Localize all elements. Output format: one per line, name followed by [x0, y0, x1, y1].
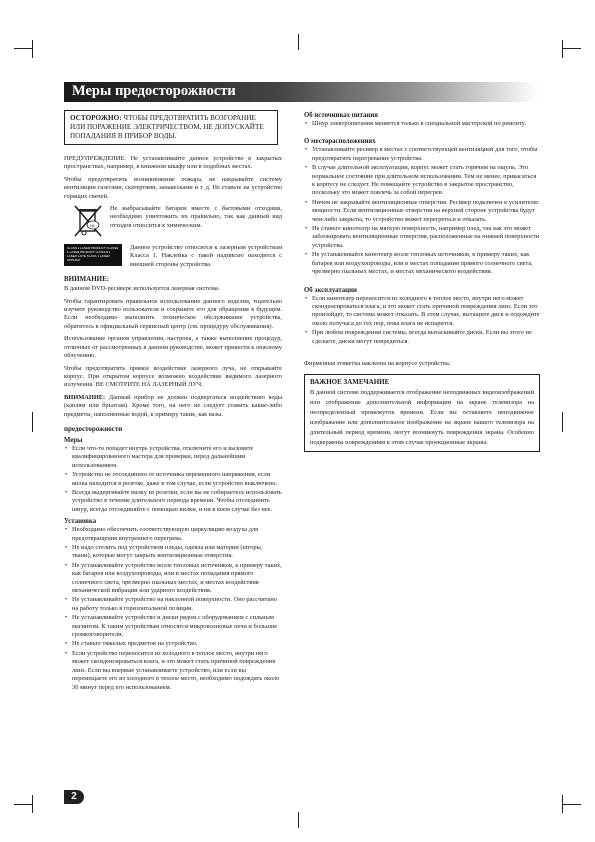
- location-list: [304, 146, 540, 276]
- crop-mark: [563, 804, 581, 805]
- list-item: • Ничем не закрывайте вентиляционные отверстия. Ресивер подключен к усилителю мощности. Если вентиляционные отверстия на верхней стороне устройства будут чем-либо закрыты, то устройство может перегреться и отказать.: [312, 199, 540, 224]
- list-item: • Устанавливайте ресивер в местах с соответствующей вентиляцией для того, чтобы предотвратить перегревание устройства.: [312, 146, 540, 163]
- crop-mark: [298, 34, 299, 50]
- operation-list: [304, 295, 540, 346]
- attention-text: Данный прибор не должен подвергаться воздействию воды (каплям или брызгам). Кроме того, на него не следует ставить какие-либо предметы, наполненные водой, к примеру такие, как вазы.: [64, 393, 282, 418]
- measures-heading: предосторожности: [64, 424, 123, 433]
- svg-text:NL: NL: [90, 223, 96, 229]
- caution-box: [64, 110, 278, 145]
- list-item: • Устройство не отсоединено от источника переменного напряжения, если вилка находится в розетке, даже в том случае, если устройство выключено.: [72, 471, 282, 488]
- list-item: • Не устанавливайте кинотеатр возле тепловых источников, к примеру таких, как батарея или воздухопроводы, или в местах попадания прямого солнечного света, чрезмерно пыльных местах, и местах механического воздействия.: [312, 251, 540, 276]
- attention-paragraph: Чтобы гарантировать правильное использование данного изделия, тщательно изучите руководство пользователя и сохраните его для обращения в будущем. Если необходимо выполнить техническое обслуживание устройства, обратитесь в официальный сервисный центр (см. процедуру обслуживания).: [64, 297, 282, 330]
- operation-heading: Об эксплуатации: [304, 286, 357, 294]
- battery-text: Не выбрасывайте батареи вместе с бытовыми отходами, необходимо уничтожить их правильно, так как данный вид отходов относится к химическим.: [110, 205, 282, 229]
- attention-paragraph: Использование органов управления, настроек, а также выполнение процедур, отличных от рассмотренных в данном руководстве, может привести к опасному облучению.: [64, 335, 282, 360]
- brand-label-text: Фирменная этикетка наклеена на корпусе устройства.: [304, 359, 451, 367]
- crop-mark: [32, 795, 33, 813]
- caution-text: ЧТОБЫ ПРЕДОТВРАТИТЬ ВОЗГОРАНИЕ ИЛИ ПОРАЖЕНИЕ ЭЛЕКТРИЧЕСТВОМ, НЕ ДОПУСКАЙТЕ ПОПАДАНИЯ В ПРИБОР ВОДЫ.: [70, 114, 264, 140]
- list-item: • Не ставьте тяжелых предметов на устройство.: [72, 640, 282, 648]
- crop-mark: [14, 48, 32, 49]
- list-item: • Всегда выдергивайте вилку из розетки, если вы не собираетесь использовать устройство в течение длительного периода времени. Чтобы отсоединить шнур, всегда отсоединяйте с помощью вилки, и ни в коем случае без нее.: [72, 489, 282, 514]
- crop-mark: [32, 412, 33, 432]
- list-item: • Необходимо обеспечить соответствующую циркуляцию воздуха для предотвращения внутреннего перегрева.: [72, 526, 282, 543]
- crop-mark: [562, 40, 563, 58]
- crossed-bin-icon: [74, 205, 102, 239]
- laser-class-label: CLASS 1 LASER PRODUCT KLASSE 1 LASER PRODUKT LUOKAN 1 LASER LAITE KLASS 1 LASER APPARAT: [64, 244, 122, 266]
- crop-mark: [14, 804, 32, 805]
- important-text: В данной системе поддерживается отображение неподвижных видеоизображений или отображение дополнительной информации на экране телевизора на неопределенный промежуток времени. Если вы оставляете неподвижное изображение или дополнительное изображение на экране вашего телевизора на длительный период времени, могут возникнуть повреждения экрана. Особенно подвержены повреждениям в этом случае проекционные экраны.: [310, 389, 534, 447]
- install-heading: Установка: [64, 518, 97, 526]
- list-item: • Если что-то попадет внутрь устройства, отключите его и вызовите квалифицированного мастера для проверки, перед дальнейшим использованием.: [72, 445, 282, 470]
- list-item: • Не устанавливайте устройство возле тепловых источников, к примеру таких, как батарея или воздухопроводы, или в местах попадания прямого солнечного света, чрезмерно пыльных местах, и местах воздействия механической вибрации или ударного воздействия.: [72, 562, 282, 596]
- list-item: • Не надо стелить под устройством пледы, одеяла или материи (шторы, ткани), которые могут закрыть вентиляционные отверстия.: [72, 544, 282, 561]
- crop-mark: [562, 412, 563, 432]
- attention-paragraph: В данном DVD-ресивере используется лазерная система.: [64, 285, 220, 293]
- left-column: [64, 112, 282, 694]
- crop-mark: [563, 48, 581, 49]
- warning-paragraph: ПРЕДУПРЕЖДЕНИЕ: Не устанавливайте данное устройство в закрытых пространствах, например, в книжном шкафу или в подобных местах.: [64, 155, 282, 171]
- list-item: • Не устанавливайте устройство и диски рядом с оборудованием с сильным магнитом. К таким устройствам относятся микроволновые печи и большие громкоговорители.: [72, 614, 282, 639]
- warning-paragraph: Чтобы предотвратить возникновение пожара, не накрывайте систему вентиляции газетами, скатертями, занавесками и т. д. Не ставьте на устройство горящих свечей.: [64, 175, 282, 200]
- attention-paragraph: Чтобы предотвратить прямое воздействие лазерного луча, не открывайте корпус. При открытом корпусе возможно воздействие видимого лазерного излучения. НЕ СМОТРИТЕ НА ЛАЗЕРНЫЙ ЛУЧ.: [64, 364, 282, 389]
- laser-notice: [64, 244, 282, 269]
- important-heading: ВАЖНОЕ ЗАМЕЧАНИЕ: [310, 378, 390, 387]
- page-number: 2: [64, 790, 84, 804]
- attention-label: ВНИМАНИЕ:: [64, 393, 106, 401]
- power-heading: Об источниках питания: [304, 112, 378, 119]
- list-item: • Не ставьте кинотеатр на мягкую поверхность, например плед, так как это может заблокировать вентиляционные отверстия, расположенные на нижней поверхности устройства.: [312, 225, 540, 250]
- attention-paragraph: [64, 394, 282, 419]
- laser-text: Данное устройство относится к лазерным устройствам Класса 1. Наклейка с такой надписью находится с внешней стороны устройства.: [130, 244, 282, 268]
- title-bar: [64, 82, 540, 102]
- attention-heading: ВНИМАНИЕ:: [64, 275, 110, 284]
- list-item: • При любом повреждении системы, всегда вытаскивайте диски. Если вы этого не сделаете, диски могут повредиться.: [312, 329, 540, 346]
- power-list: [304, 120, 540, 128]
- crop-mark: [32, 40, 33, 58]
- measures-list: [64, 445, 282, 514]
- list-item: • Если устройство переносится из холодного в теплое место, внутри него может сконденсироваться влага, и это может стать причиной повреждения линз. Если вы впервые устанавливаете устройство, или если вы перемещаете его из холодного в теплое место, необходимо подождать около 30 минут перед его использованием.: [72, 650, 282, 692]
- crop-mark: [298, 812, 299, 828]
- caution-label: ОСТОРОЖНО:: [70, 114, 122, 122]
- list-item: • Не устанавливайте устройство на наклонной поверхности. Оно рассчитано на работу только в горизонтальной позиции.: [72, 596, 282, 613]
- location-heading: О месторасположениях: [304, 138, 376, 146]
- important-note-box: [304, 374, 540, 452]
- measures-subheading: Меры: [64, 436, 83, 444]
- page-title: Меры предосторожности: [72, 83, 236, 99]
- list-item: • В случае длительной эксплуатации, корпус может стать горячим на ощупь. Это нормальное состояние при длительном использовании. Тем не менее, прикасаться к корпусу не следует. Не помещайте устройство в закрытое пространство, поскольку это может повлечь за собой перегрев.: [312, 164, 540, 198]
- battery-notice: [64, 205, 282, 239]
- list-item: • Если кинотеатр переносится из холодного в теплое место, внутри него может сконденсироваться влага, и это может стать причиной повреждения линз. Если это произойдет, то система может отказать. В этом случае, вытащите диск и подождите около получаса до тех пор, пока влага не испарится.: [312, 295, 540, 329]
- install-list: [64, 526, 282, 692]
- list-item: • Шнур электропитания меняется только в специальной мастерской по ремонту.: [312, 120, 540, 128]
- right-column: [304, 112, 540, 452]
